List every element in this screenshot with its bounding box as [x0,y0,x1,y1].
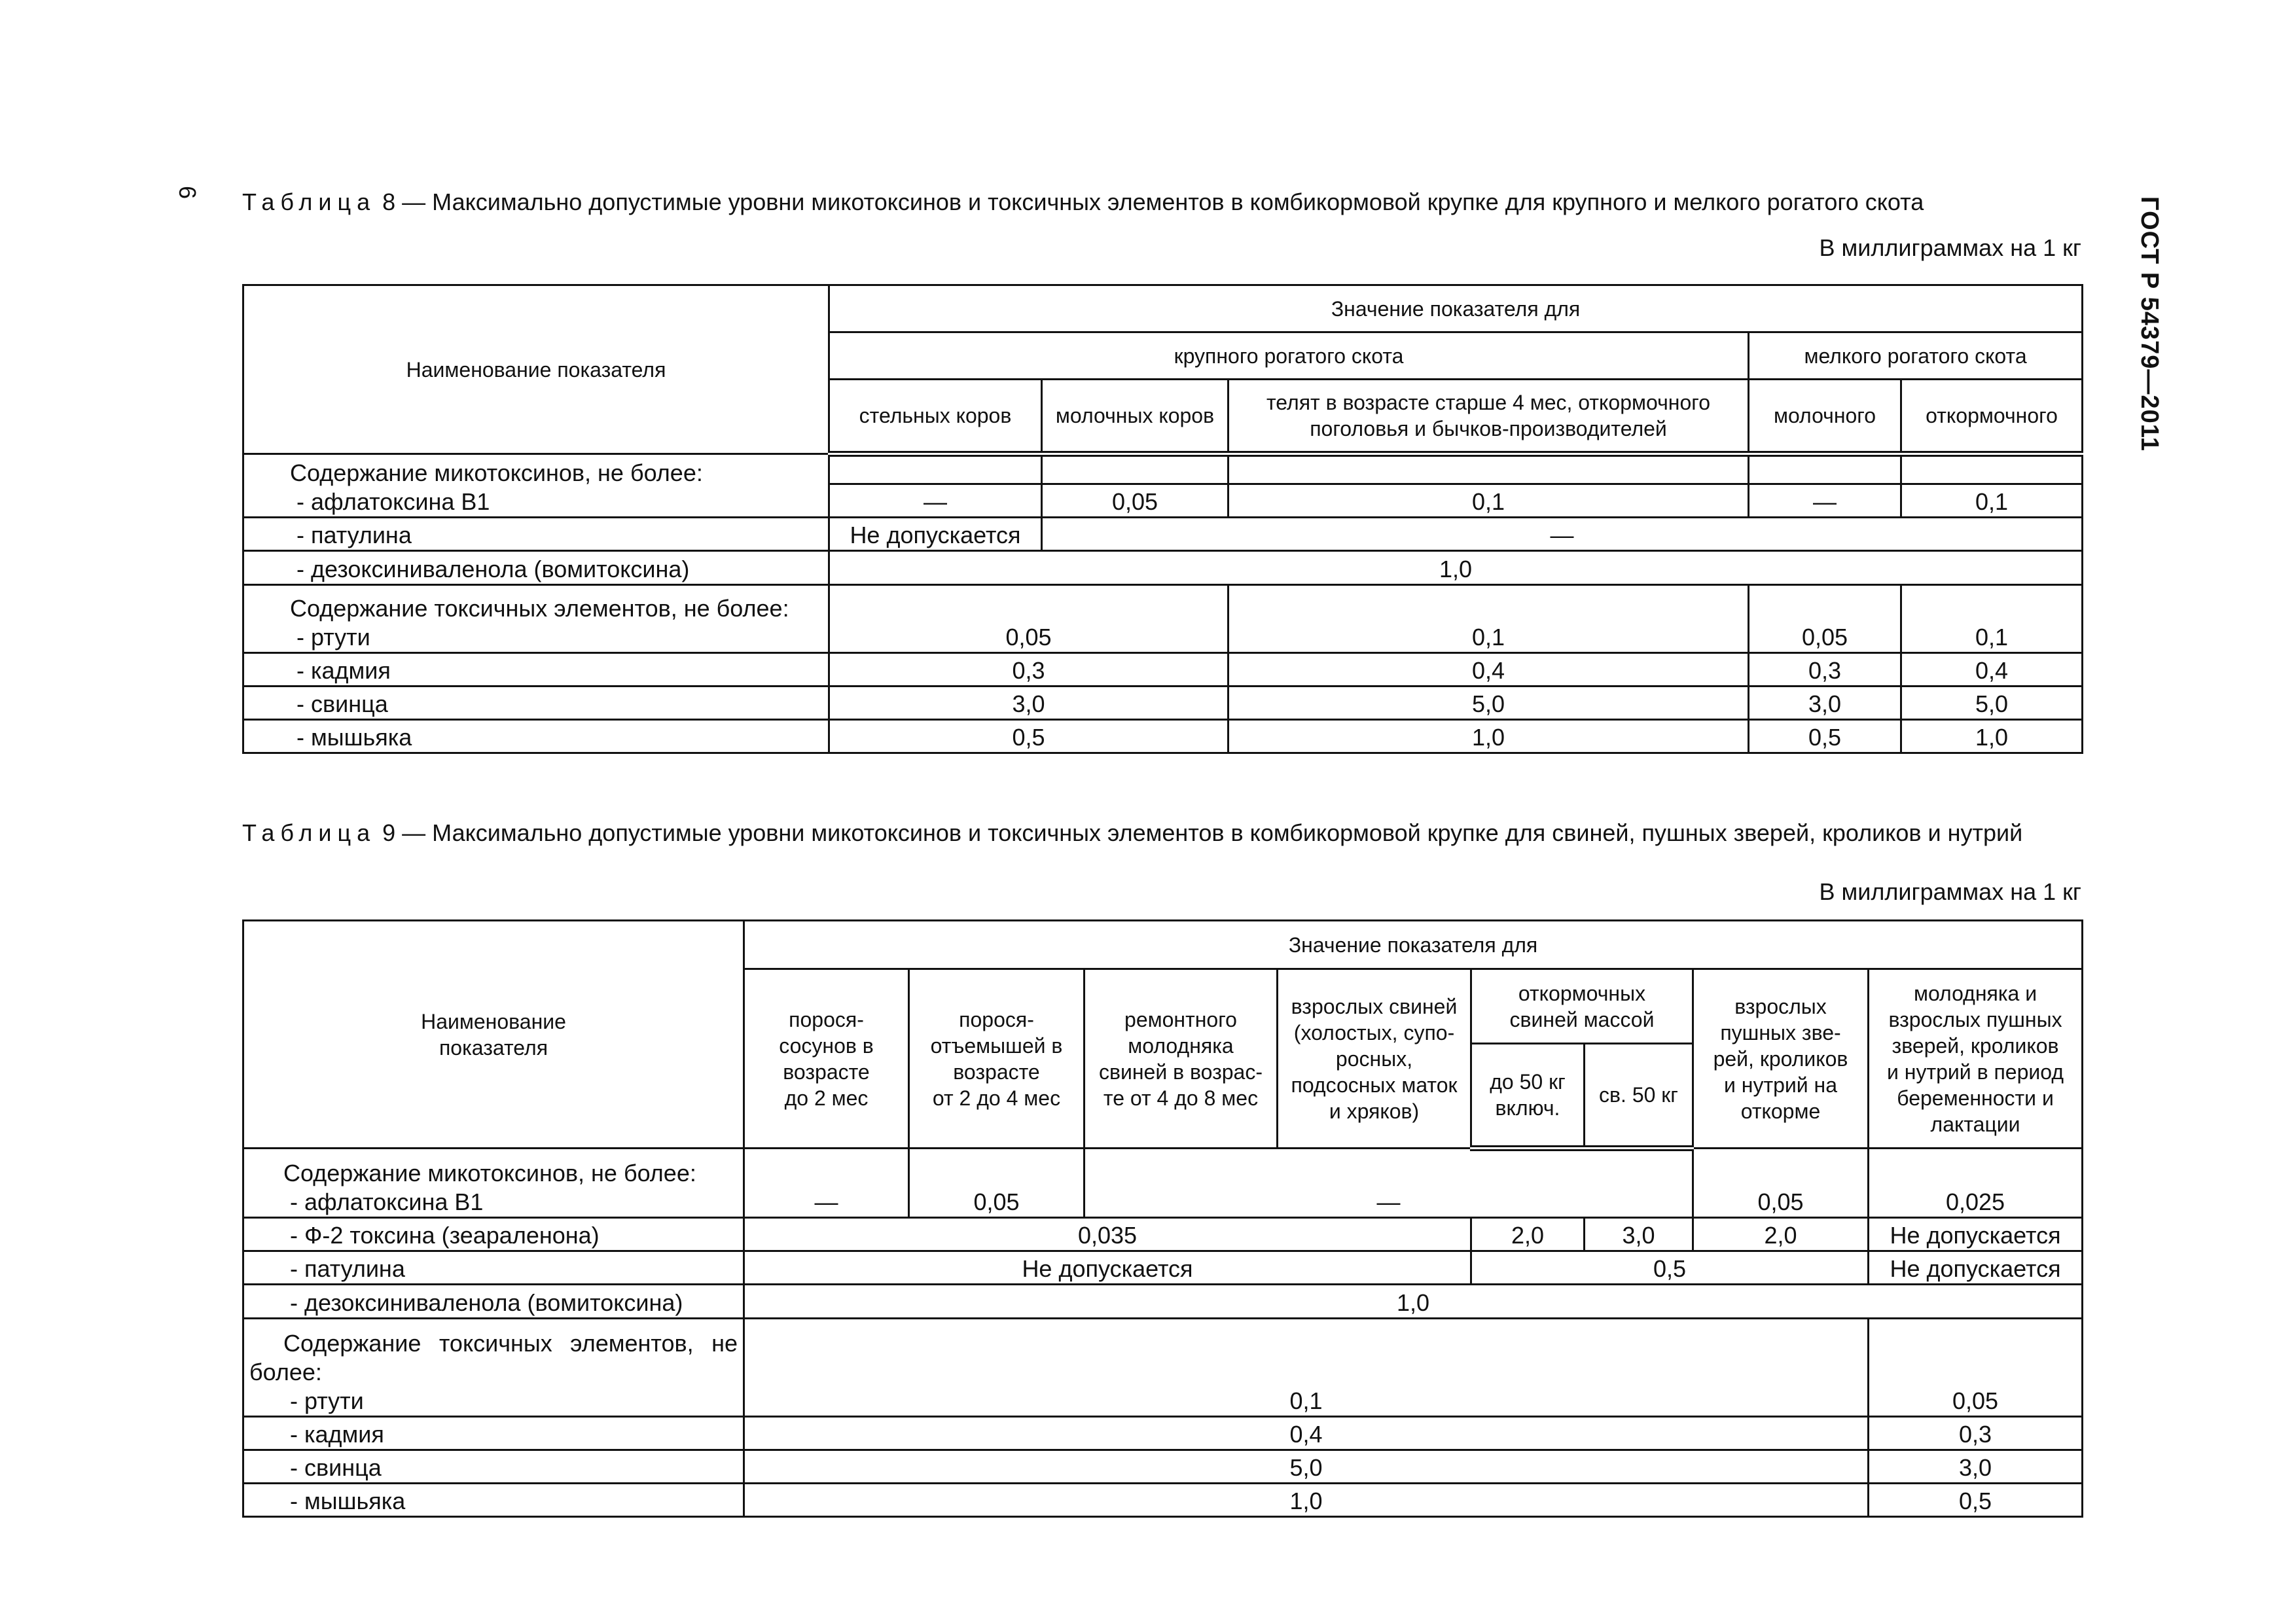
t8-mercury-label: - ртути [296,624,370,651]
t8-patulin-label: - патулина [243,518,829,551]
t9-aflatoxin-v8: 0,025 [1869,1149,2083,1218]
t9-toxic-title: Содержание токсичных элементов, не [283,1330,738,1357]
t9-don-all: 1,0 [744,1285,2083,1319]
t9-lead-b: 3,0 [1869,1450,2083,1484]
t9-f2-v7: 2,0 [1693,1218,1869,1251]
t8-mercury-a: 0,05 [829,585,1229,653]
t8-empty [1229,454,1749,484]
t9-f2-v5: 2,0 [1471,1218,1585,1251]
t9-col-piglets-suckling: порося- сосунов в возрасте до 2 мес [744,969,909,1149]
t8-col-small-fattening: откормочного [1901,380,2083,454]
t8-col-calves: телят в возрасте старше 4 мес, откормочного поголовья и бычков-производителей [1229,380,1749,454]
t9-f2-v8: Не допускается [1869,1218,2083,1251]
t8-aflatoxin-v1: — [829,484,1042,518]
t9-col-fat-upto50: до 50 кг включ. [1471,1044,1585,1149]
t8-empty [829,454,1042,484]
t9-patulin-label: - патулина [243,1251,744,1285]
t9-lead-a: 5,0 [744,1450,1869,1484]
t8-col-pregnant: стельных коров [829,380,1042,454]
table9-caption-text: 9 — Максимально допустимые уровни микотоксинов и токсичных элементов в комбикормовой крупке для свиней, пушных зверей, кроликов и нутрий [376,819,2023,846]
t9-col-fattening: откормочных свиней массой [1471,969,1693,1044]
t9-aflatoxin-v7: 0,05 [1693,1149,1869,1218]
t8-header-value-for: Значение показателя для [829,285,2083,332]
t8-empty [1042,454,1229,484]
t8-empty [1901,454,2083,484]
t9-header-name: Наименование показателя [243,921,744,1149]
t9-don-label: - дезоксиниваленола (вомитоксина) [243,1285,744,1319]
page-number: 6 [174,186,201,200]
t9-f2-label: - Ф-2 токсина (зеараленона) [243,1218,744,1251]
table9-caption-prefix: Таблица [242,819,376,846]
table8-units: В миллиграммах на 1 кг [1819,234,2081,261]
t8-lead-b: 5,0 [1229,687,1749,720]
t9-arsenic-a: 1,0 [744,1484,1869,1517]
t8-mercury-b: 0,1 [1229,585,1749,653]
t8-aflatoxin-v2: 0,05 [1042,484,1229,518]
t9-patulin-last: Не допускается [1869,1251,2083,1285]
t8-arsenic-d: 1,0 [1901,720,2083,753]
t9-toxic-label: Содержание токсичных элементов, не более: - ртути [243,1319,744,1417]
t8-cadmium-c: 0,3 [1749,653,1901,687]
t8-toxic-label [243,585,829,653]
t8-mercury-c: 0,05 [1749,585,1901,653]
t8-lead-a: 3,0 [829,687,1229,720]
t9-col-adult-pigs: взрослых свиней (холостых, супо- росных, подсосных маток и хряков) [1278,969,1471,1149]
t9-f2-first: 0,035 [744,1218,1471,1251]
t9-lead-label: - свинца [243,1450,744,1484]
t9-cadmium-a: 0,4 [744,1417,1869,1450]
t8-col-dairy-cows: молочных коров [1042,380,1229,454]
table9-caption [242,818,2081,848]
t8-lead-label: - свинца [243,687,829,720]
table8-caption [242,187,2081,217]
t8-mercury-d: 0,1 [1901,585,2083,653]
t8-col-small-dairy: молочного [1749,380,1901,454]
table9-units: В миллиграммах на 1 кг [1819,878,2081,905]
t8-aflatoxin-v4: — [1749,484,1901,518]
t8-don-all: 1,0 [829,551,2083,585]
t9-col-replacement: ремонтного молодняка свиней в возрас- те от 4 до 8 мес [1085,969,1278,1149]
t8-patulin-v1: Не допускается [829,518,1042,551]
t8-aflatoxin-v3: 0,1 [1229,484,1749,518]
table8-caption-prefix: Таблица [242,188,376,215]
t9-aflatoxin-label: - афлатоксина В1 [290,1188,484,1215]
t8-arsenic-b: 1,0 [1229,720,1749,753]
t8-empty [1749,454,1901,484]
t9-col-fat-over50: св. 50 кг [1585,1044,1693,1149]
t8-lead-c: 3,0 [1749,687,1901,720]
t9-col-fur-fattening: взрослых пушных зве- рей, кроликов и нутрий на откорме [1693,969,1869,1149]
table9 [242,919,2083,1518]
t8-cadmium-label: - кадмия [243,653,829,687]
t9-myco-title: Содержание микотоксинов, не более: [283,1160,696,1186]
t8-header-cattle: крупного рогатого скота [829,332,1749,380]
t9-mercury-a: 0,1 [744,1319,1869,1417]
t9-aflatoxin-v2: 0,05 [909,1149,1085,1218]
t9-mercury-b: 0,05 [1869,1319,2083,1417]
t9-patulin-mid: 0,5 [1471,1251,1869,1285]
t9-arsenic-label: - мышьяка [243,1484,744,1517]
t9-arsenic-b: 0,5 [1869,1484,2083,1517]
t8-cadmium-b: 0,4 [1229,653,1749,687]
t9-f2-v6: 3,0 [1585,1218,1693,1251]
t9-myco-label [243,1149,744,1218]
t8-lead-d: 5,0 [1901,687,2083,720]
table8-caption-text: 8 — Максимально допустимые уровни микотоксинов и токсичных элементов в комбикормовой крупке для крупного и мелкого рогатого скота [376,188,1924,215]
t9-cadmium-label: - кадмия [243,1417,744,1450]
t8-don-label: - дезоксиниваленола (вомитоксина) [243,551,829,585]
t9-col-piglets-weaned: порося- отъемышей в возрасте от 2 до 4 мес [909,969,1085,1149]
t8-header-small: мелкого рогатого скота [1749,332,2083,380]
t9-cadmium-b: 0,3 [1869,1417,2083,1450]
t9-aflatoxin-mid: — [1085,1149,1693,1218]
t9-header-value-for: Значение показателя для [744,921,2083,969]
t9-patulin-first: Не допускается [744,1251,1471,1285]
t8-cadmium-a: 0,3 [829,653,1229,687]
t8-myco-label [243,454,829,518]
t8-aflatoxin-label: - афлатоксина В1 [296,488,490,515]
table8 [242,284,2083,754]
t9-mercury-label: - ртути [290,1387,364,1414]
t8-toxic-title: Содержание токсичных элементов, не более: [290,595,789,622]
t8-arsenic-a: 0,5 [829,720,1229,753]
t8-patulin-rest: — [1042,518,2083,551]
t8-arsenic-label: - мышьяка [243,720,829,753]
t8-cadmium-d: 0,4 [1901,653,2083,687]
t8-aflatoxin-v5: 0,1 [1901,484,2083,518]
t8-arsenic-c: 0,5 [1749,720,1901,753]
t8-header-name: Наименование показателя [243,285,829,454]
t9-col-fur-young: молодняка и взрослых пушных зверей, кроликов и нутрий в период беременности и лактации [1869,969,2083,1149]
t8-myco-title: Содержание микотоксинов, не более: [290,459,703,486]
t9-aflatoxin-v1: — [744,1149,909,1218]
standard-designation: ГОСТ Р 54379—2011 [2136,196,2163,452]
